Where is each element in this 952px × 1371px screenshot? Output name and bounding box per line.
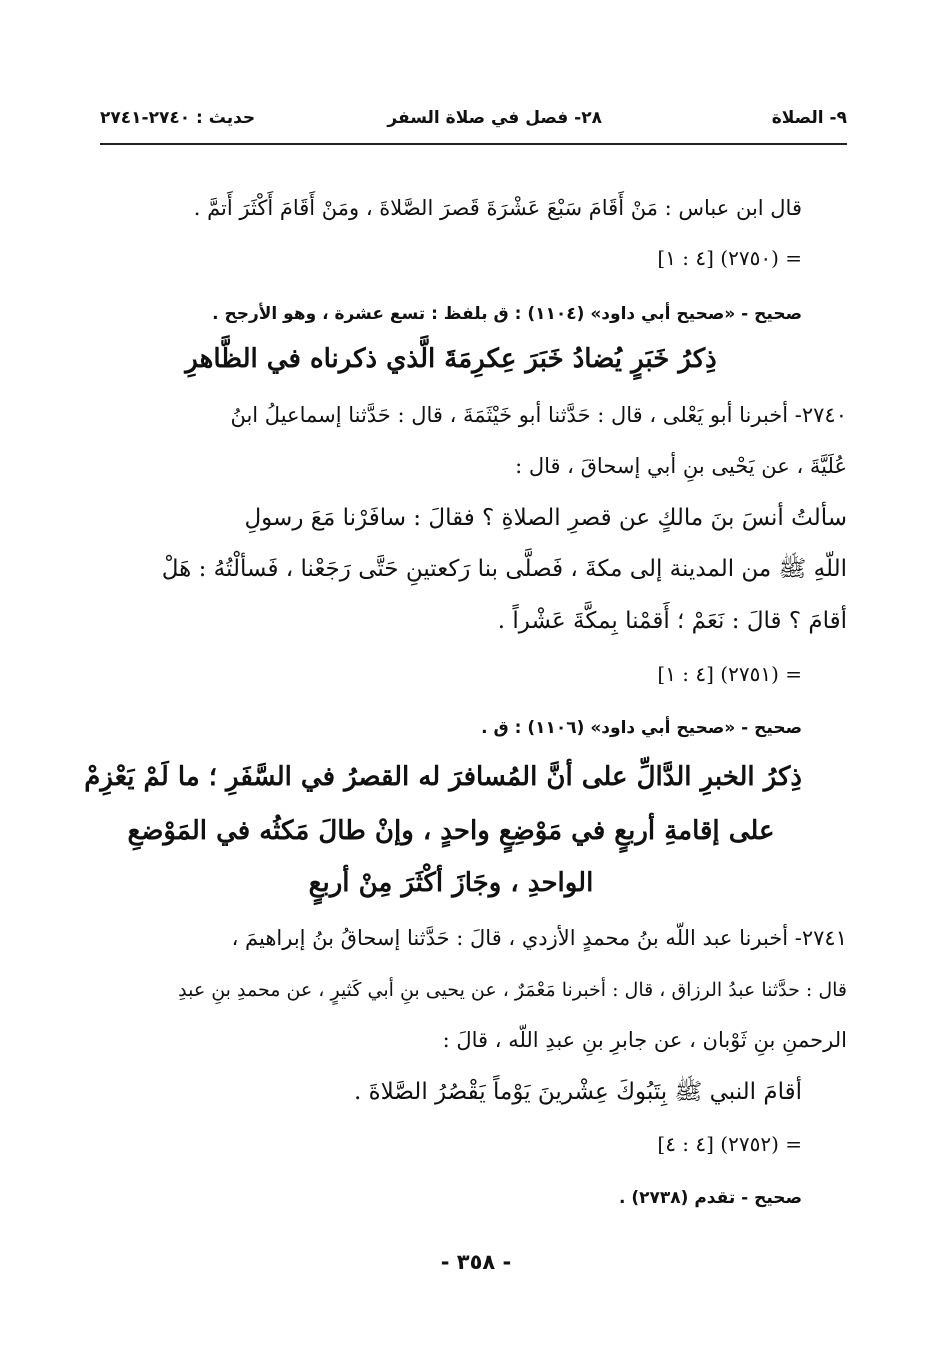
header-divider <box>100 143 847 145</box>
isnad-line: ٢٧٤١- أخبرنا عبد اللّه بنُ محمدٍ الأزدي ، قالَ : حَدَّثنا إسحاقُ بنُ إبراهيمَ ، <box>231 926 847 950</box>
hadith-grading: صحيح - «صحيح أبي داود» (١١٠٦) : ق . <box>481 718 802 738</box>
hadith-grading: صحيح - تقدم (٢٧٣٨) . <box>618 1188 802 1208</box>
running-header <box>100 104 847 134</box>
isnad-line: عُلَيَّةَ ، عن يَحْيى بنِ أبي إسحاقَ ، قال : <box>515 454 847 478</box>
header-hadith-range: حديث : ٢٧٤٠-٢٧٤١ <box>100 108 256 128</box>
chapter-title: على إقامةِ أربعٍ في مَوْضِعٍ واحدٍ ، وإنْ طالَ مَكثُه في المَوْضعِ <box>127 816 775 846</box>
chapter-title: ذِكرُ الخبرِ الدَّالِّ على أنَّ المُسافرَ له القصرُ في السَّفَرِ ؛ ما لَمْ يَعْزِمْ <box>84 762 802 792</box>
header-section: ٢٨- فصل في صلاة السفر <box>387 108 602 128</box>
body-text-line: قال ابن عباس : مَنْ أَقَامَ سَبْعَ عَشْرَةَ قَصرَ الصَّلاةَ ، ومَنْ أَقَامَ أَكْثَرَ أَتمَّ . <box>193 196 802 220</box>
matn-line: أقامَ النبي ﷺ بِتَبُوكَ عِشْرينَ يَوْماً يَقْصُرُ الصَّلاةَ . <box>353 1079 802 1105</box>
cross-reference: = (٢٧٥١) [٤ : ١] <box>657 662 802 686</box>
cross-reference: = (٢٧٥٢) [٤ : ٤] <box>657 1132 802 1156</box>
cross-reference: = (٢٧٥٠) [٤ : ١] <box>657 246 802 270</box>
isnad-line: قال : حدَّثنا عبدُ الرزاق ، قال : أخبرنا مَعْمَرٌ ، عن يحيى بنِ أبي كَثيرٍ ، عن محمدِ بنِ عبدِ <box>178 979 847 1001</box>
header-chapter: ٩- الصلاة <box>771 108 847 128</box>
matn-line: أقامَ ؟ قالَ : نَعَمْ ؛ أَقمْنا بِمكَّةَ عَشْراً . <box>497 608 847 634</box>
isnad-line: ٢٧٤٠- أخبرنا أبو يَعْلى ، قال : حَدَّثنا أبو خَيْثَمَةَ ، قال : حَدَّثنا إسماعيلُ ابنُ <box>230 403 847 427</box>
matn-line: اللّهِ ﷺ من المدينة إلى مكةَ ، فَصلَّى بنا رَكعتينِ حَتَّى رَجَعْنا ، فَسألْتُهُ : هَلْ <box>161 556 847 582</box>
matn-line: سألتُ أنسَ بنَ مالكٍ عن قصرِ الصلاةِ ؟ فقالَ : سافَرْنا مَعَ رسولِ <box>244 505 847 531</box>
chapter-title: الواحدِ ، وجَازَ أكْثَرَ مِنْ أربعٍ <box>308 868 594 898</box>
hadith-grading: صحيح - «صحيح أبي داود» (١١٠٤) : ق بلفظ : تسع عشرة ، وهو الأرجح . <box>212 304 802 324</box>
page-number: - ٣٥٨ - <box>440 1250 512 1274</box>
isnad-line: الرحمنِ بنِ ثَوْبان ، عن جابرِ بنِ عبدِ اللّه ، قالَ : <box>442 1028 847 1052</box>
chapter-title: ذِكرُ خَبَرٍ يُضادُ خَبَرَ عِكرِمَةَ الَّذي ذكرناه في الظَّاهرِ <box>185 344 717 374</box>
